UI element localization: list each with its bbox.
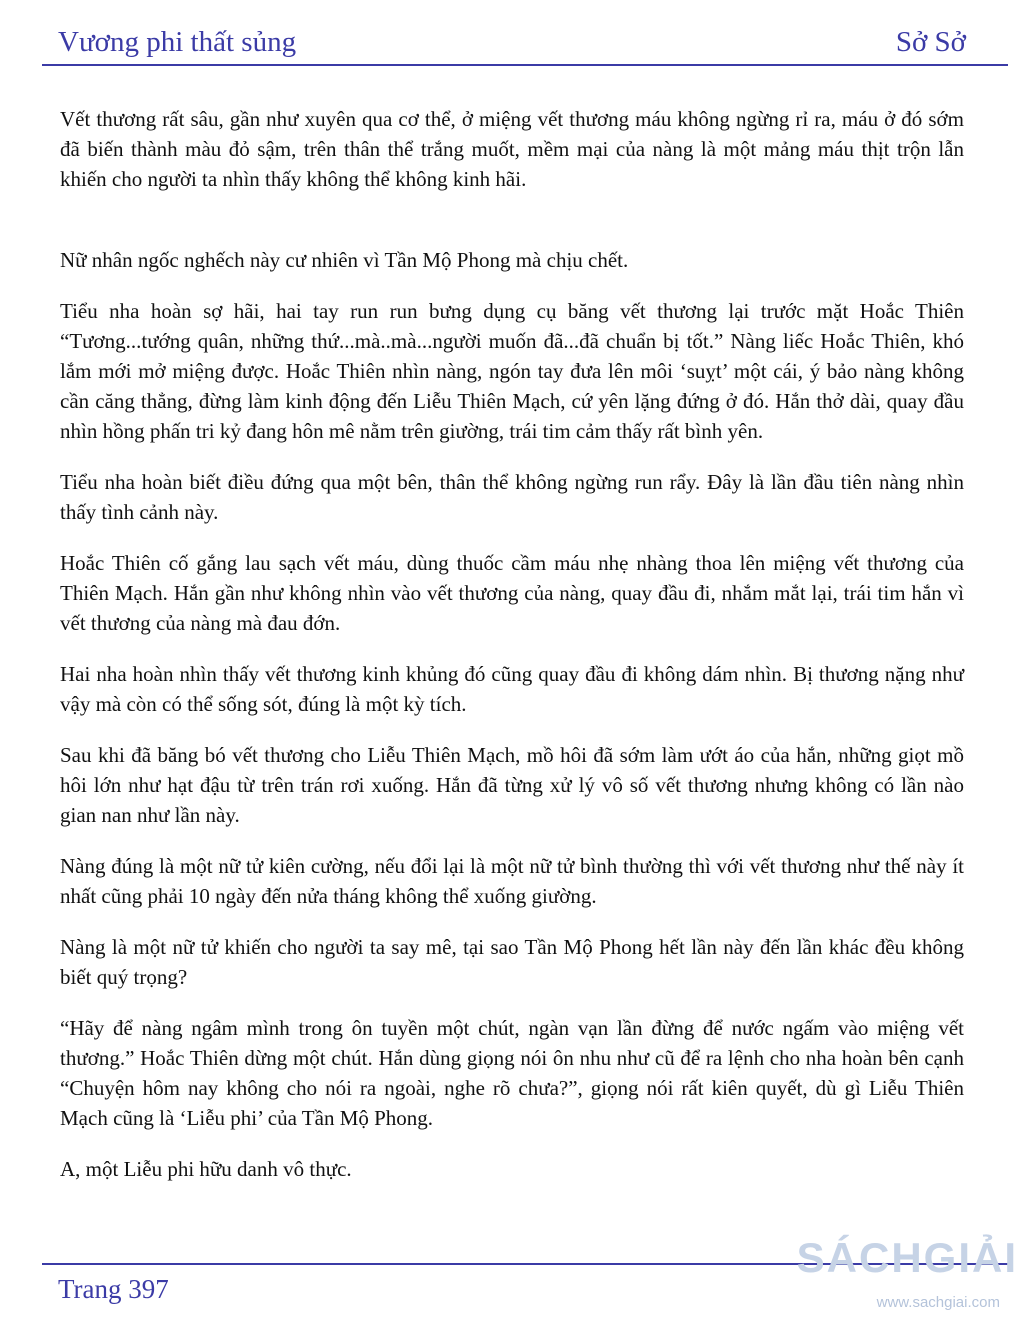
chapter-body	[60, 104, 964, 1205]
page-number: Trang 397	[58, 1274, 169, 1304]
page-header	[58, 22, 966, 62]
paragraph: Hoắc Thiên cố gắng lau sạch vết máu, dùng thuốc cầm máu nhẹ nhàng thoa lên miệng vết thương của Thiên Mạch. Hắn gần như không nhìn vào vết thương của nàng, quay đầu đi, nhắm mắt lại, trái tim hắn vì vết thương của nàng mà đau đớn.	[60, 551, 964, 635]
watermark-logo	[796, 1226, 1018, 1322]
paragraph: Nàng là một nữ tử khiến cho người ta say mê, tại sao Tần Mộ Phong hết lần này đến lần khác đều không biết quý trọng?	[60, 935, 964, 989]
paragraph: Tiểu nha hoàn biết điều đứng qua một bên, thân thể không ngừng run rẩy. Đây là lần đầu tiên nàng nhìn thấy tình cảnh này.	[60, 470, 964, 524]
paragraph: Vết thương rất sâu, gần như xuyên qua cơ thể, ở miệng vết thương máu không ngừng rỉ ra, máu ở đó sớm đã biến thành màu đỏ sậm, trên thân thể trắng muốt, mềm mại của nàng là một mảng máu thịt trộn lẫn khiến cho người ta nhìn thấy không thể không kinh hãi.	[60, 107, 964, 191]
watermark-url: www.sachgiai.com	[876, 1294, 1000, 1311]
paragraph: Hai nha hoàn nhìn thấy vết thương kinh khủng đó cũng quay đầu đi không dám nhìn. Bị thương nặng như vậy mà còn có thể sống sót, đúng là một kỳ tích.	[60, 662, 964, 716]
watermark-logo-text: SÁCHGIẢI	[796, 1234, 1018, 1281]
book-author: Sở Sở	[895, 26, 966, 58]
paragraph: Tiểu nha hoàn sợ hãi, hai tay run run bưng dụng cụ băng vết thương lại trước mặt Hoắc Thiên “Tương...tướng quân, những thứ...mà..mà...người muốn đã...đã chuẩn bị tốt.” Nàng liếc Hoắc Thiên, khó lắm mới mở miệng được. Hoắc Thiên nhìn nàng, ngón tay đưa lên môi ‘suỵt’ một cái, ý bảo nàng không cần căng thẳng, đừng làm kinh động đến Liễu Thiên Mạch, cứ yên lặng đứng ở đó. Hắn thở dài, quay đầu nhìn hồng phấn tri kỷ đang hôn mê nằm trên giường, trái tim cảm thấy rất bình yên.	[60, 299, 964, 443]
paragraph: “Hãy để nàng ngâm mình trong ôn tuyền một chút, ngàn vạn lần đừng để nước ngấm vào miệng vết thương.” Hoắc Thiên dừng một chút. Hắn dùng giọng nói ôn nhu như cũ để ra lệnh cho nha hoàn bên cạnh “Chuyện hôm nay không cho nói ra ngoài, nghe rõ chưa?”, giọng nói rất kiên quyết, dù gì Liễu Thiên Mạch cũng là ‘Liễu phi’ của Tần Mộ Phong.	[60, 1016, 964, 1130]
book-title: Vương phi thất sủng	[58, 26, 297, 58]
paragraph: Nữ nhân ngốc nghếch này cư nhiên vì Tần Mộ Phong mà chịu chết.	[60, 248, 629, 272]
paragraph: A, một Liễu phi hữu danh vô thực.	[60, 1157, 352, 1181]
paragraph: Sau khi đã băng bó vết thương cho Liễu Thiên Mạch, mồ hôi đã sớm làm ướt áo của hắn, những giọt mồ hôi lớn như hạt đậu từ trên trán rơi xuống. Hắn đã từng xử lý vô số vết thương nhưng không có lần nào gian nan như lần này.	[60, 743, 964, 827]
header-divider	[42, 64, 1008, 66]
paragraph: Nàng đúng là một nữ tử kiên cường, nếu đổi lại là một nữ tử bình thường thì với vết thương như thế này ít nhất cũng phải 10 ngày đến nửa tháng không thể xuống giường.	[60, 854, 964, 908]
